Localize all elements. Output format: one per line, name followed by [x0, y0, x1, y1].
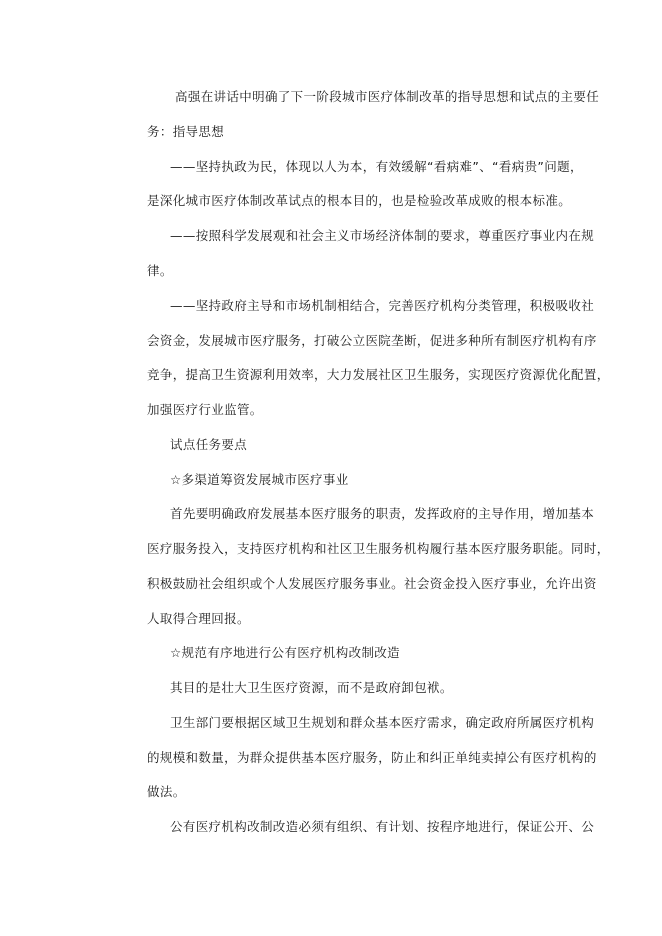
text-line: 卫生部门要根据区域卫生规划和群众基本医疗需求，确定政府所属医疗机构: [170, 715, 595, 730]
text-line: 高强在讲话中明确了下一阶段城市医疗体制改革的指导思想和试点的主要任: [175, 89, 600, 104]
subsection-heading: ☆规范有序地进行公有医疗机构改制改造: [170, 645, 401, 660]
text-line: 公有医疗机构改制改造必须有组织、有计划、按程序地进行，保证公开、公: [170, 819, 595, 834]
section-heading: 试点任务要点: [170, 437, 248, 452]
text-line: 首先要明确政府发展基本医疗服务的职责，发挥政府的主导作用，增加基本: [170, 506, 595, 521]
text-line: 医疗服务投入，支持医疗机构和社区卫生服务机构履行基本医疗服务职能。同时，: [147, 541, 610, 556]
text-line: ——按照科学发展观和社会主义市场经济体制的要求，尊重医疗事业内在规: [170, 228, 595, 243]
text-line: ——坚持执政为民，体现以人为本，有效缓解“看病难”、“看病贵”问题，: [170, 159, 583, 174]
text-line: 其目的是壮大卫生医疗资源，而不是政府卸包袱。: [170, 680, 453, 695]
subsection-heading: ☆多渠道筹资发展城市医疗事业: [170, 472, 349, 487]
text-line: 的规模和数量，为群众提供基本医疗服务，防止和纠正单纯卖掉公有医疗机构的: [147, 750, 597, 765]
text-line: 积极鼓励社会组织或个人发展医疗服务事业。社会资金投入医疗事业，允许出资: [147, 576, 597, 591]
text-line: 人取得合理回报。: [147, 611, 250, 626]
text-line: 加强医疗行业监管。: [147, 402, 263, 417]
text-line: 会资金，发展城市医疗服务，打破公立医院垄断，促进多种所有制医疗机构有序: [147, 333, 597, 348]
text-line: ——坚持政府主导和市场机制相结合，完善医疗机构分类管理，积极吸收社: [170, 298, 595, 313]
text-line: 是深化城市医疗体制改革试点的根本目的，也是检验改革成败的根本标准。: [147, 193, 572, 208]
text-line: 做法。: [147, 784, 186, 799]
text-line: 务：指导思想: [147, 124, 225, 139]
text-line: 律。: [147, 263, 173, 278]
text-line: 竞争，提高卫生资源利用效率，大力发展社区卫生服务，实现医疗资源优化配置，: [147, 367, 610, 382]
